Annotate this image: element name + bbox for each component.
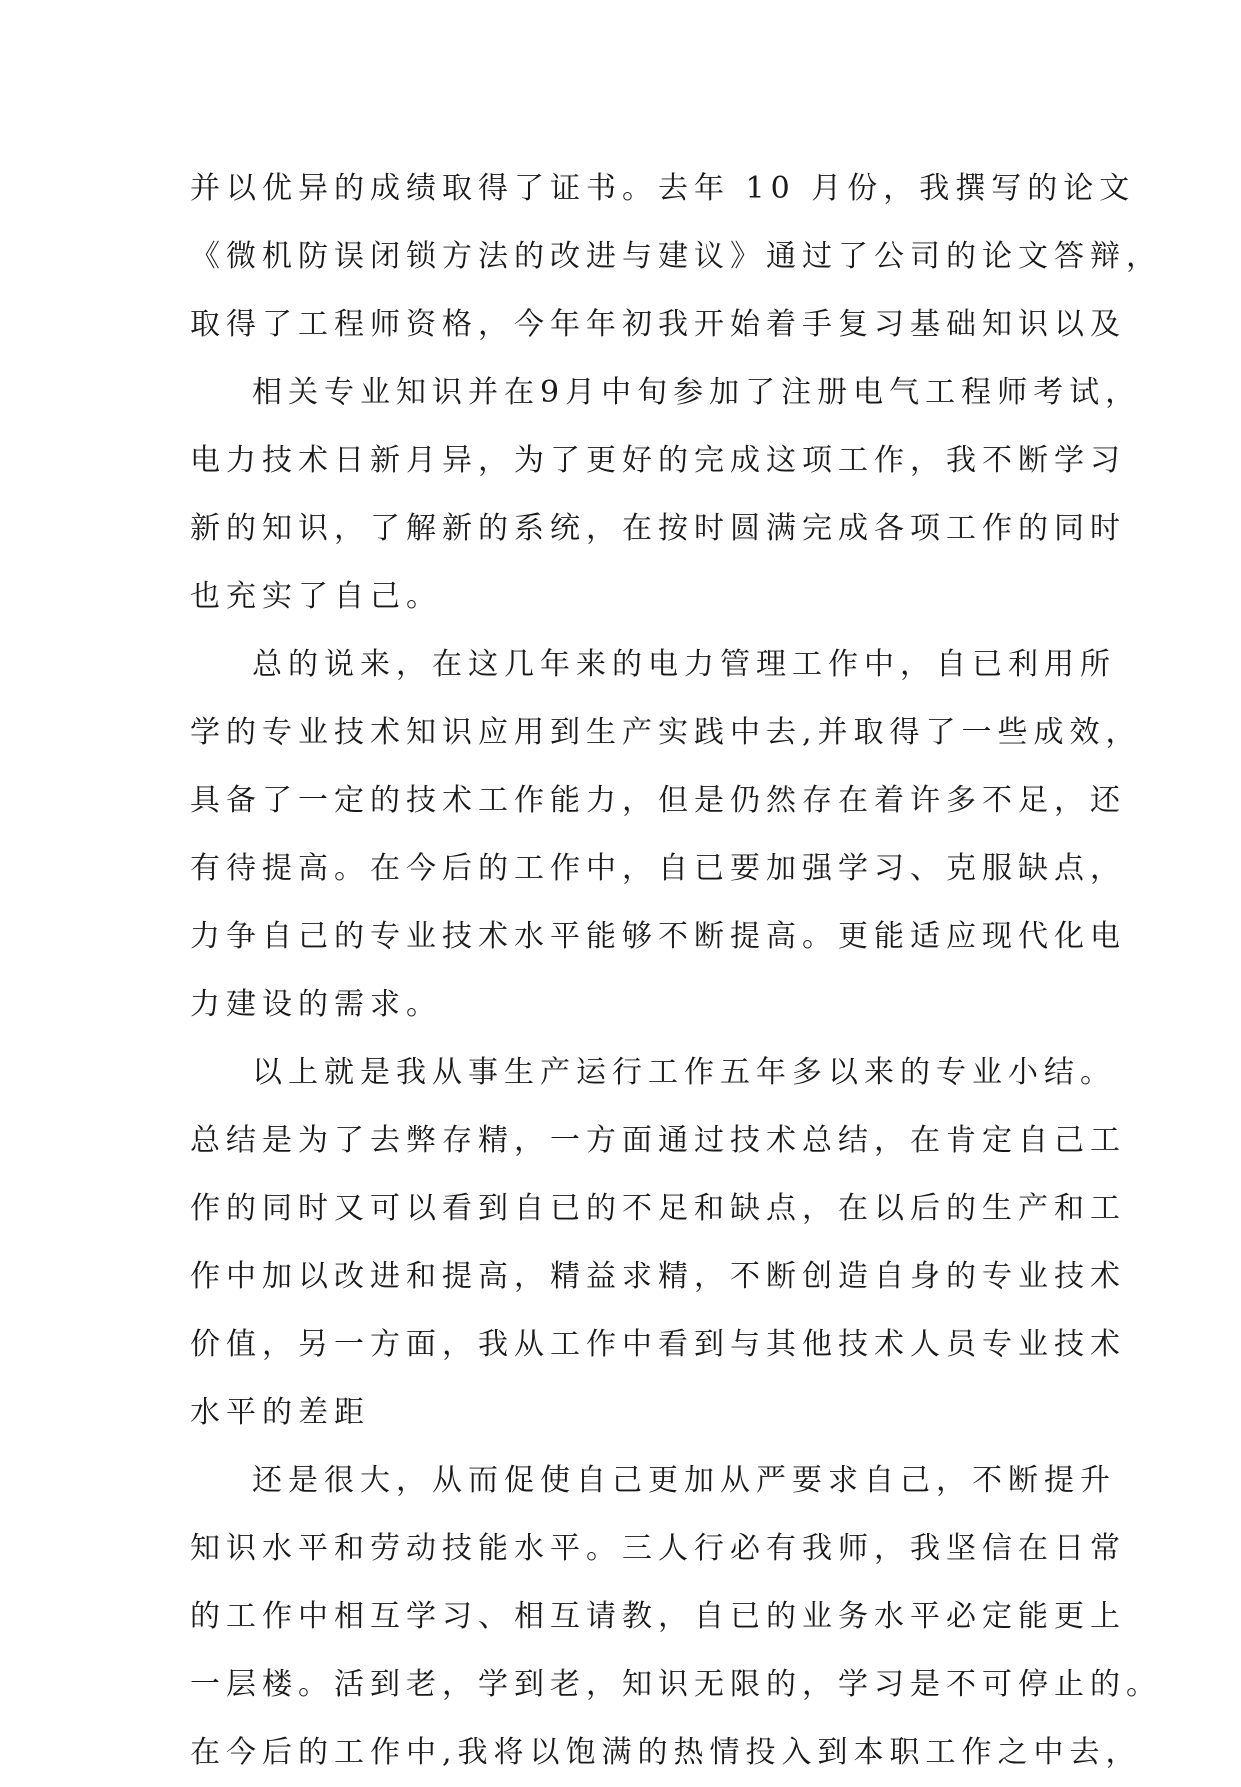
paragraph-first-line: 总的说来，在这几年来的电力管理工作中，自已利用所: [252, 647, 1116, 682]
text-line: 学的专业技术知识应用到生产实践中去,并取得了一些成效，: [190, 715, 1142, 750]
text-line: 总结是为了去弊存精，一方面通过技术总结，在肯定自己工: [190, 1123, 1126, 1158]
text-line: 力争自己的专业技术水平能够不断提高。更能适应现代化电: [190, 919, 1126, 954]
text-line: 知识水平和劳动技能水平。三人行必有我师，我坚信在日常: [190, 1531, 1126, 1566]
text-line: 电力技术日新月异，为了更好的完成这项工作，我不断学习: [190, 443, 1126, 478]
text-line: 作中加以改进和提高，精益求精，不断创造自身的专业技术: [190, 1259, 1126, 1294]
text-line: 具备了一定的技术工作能力，但是仍然存在着许多不足，还: [190, 783, 1126, 818]
text-line: 水平的差距: [190, 1395, 370, 1430]
text-line: 《微机防误闭锁方法的改进与建议》通过了公司的论文答辩，: [190, 239, 1162, 274]
text-line: 的工作中相互学习、相互请教，自已的业务水平必定能更上: [190, 1599, 1126, 1634]
text-line: 新的知识，了解新的系统，在按时圆满完成各项工作的同时: [190, 511, 1126, 546]
text-line: 取得了工程师资格，今年年初我开始着手复习基础知识以及: [190, 307, 1126, 342]
text-line: 在今后的工作中,我将以饱满的热情投入到本职工作之中去，: [190, 1735, 1142, 1770]
text-line: 也充实了自己。: [190, 579, 442, 614]
text-line: 有待提高。在今后的工作中，自已要加强学习、克服缺点，: [190, 851, 1126, 886]
text-line: 价值，另一方面，我从工作中看到与其他技术人员专业技术: [190, 1327, 1126, 1362]
paragraph-first-line: 还是很大，从而促使自己更加从严要求自己，不断提升: [252, 1463, 1116, 1498]
text-line: 一层楼。活到老，学到老，知识无限的，学习是不可停止的。: [190, 1667, 1162, 1702]
paragraph-first-line: 相关专业知识并在9月中旬参加了注册电气工程师考试，: [252, 375, 1142, 410]
text-line: 力建设的需求。: [190, 987, 442, 1022]
document-body: [190, 155, 1162, 1787]
paragraph-first-line: 以上就是我从事生产运行工作五年多以来的专业小结。: [252, 1055, 1116, 1090]
text-line: 并以优异的成绩取得了证书。去年 10 月份，我撰写的论文: [190, 171, 1136, 206]
text-line: 作的同时又可以看到自已的不足和缺点，在以后的生产和工: [190, 1191, 1126, 1226]
